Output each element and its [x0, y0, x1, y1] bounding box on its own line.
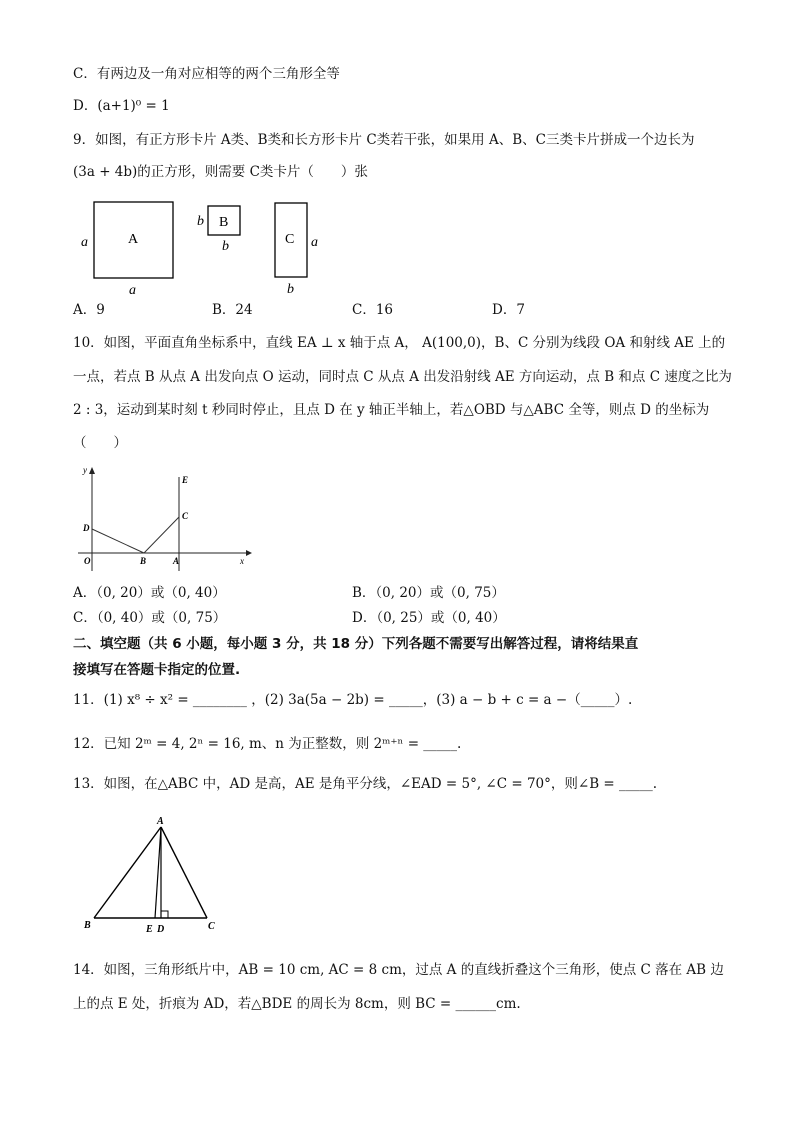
label-e: E — [182, 475, 189, 485]
q9-option-b: B．24 — [212, 302, 253, 318]
q9-cards-figure — [75, 196, 345, 300]
card-c-side-bottom: b — [287, 282, 294, 297]
q10-option-a: A．（0, 20）或（0, 40） — [73, 585, 226, 601]
label-x: x — [240, 556, 244, 566]
q9-option-c: C．16 — [352, 302, 394, 318]
label-y: y — [83, 465, 87, 475]
q10-option-b: B．（0, 20）或（0, 75） — [352, 585, 505, 601]
q8-option-d: D．(a+1)⁰ = 1 — [73, 98, 170, 114]
card-c-label: C — [285, 232, 295, 247]
q10-stem-line3: 2 : 3，运动到某时刻 t 秒同时停止，且点 D 在 y 轴正半轴上，若△OBD 与△ABC 全等，则点 D 的坐标为 — [73, 402, 710, 418]
right-angle-mark — [161, 911, 168, 918]
q8-option-c: C．有两边及一角对应相等的两个三角形全等 — [73, 66, 340, 82]
q12-text: 12．已知 2ᵐ = 4, 2ⁿ = 16, m、n 为正整数，则 2ᵐ⁺ⁿ = _____. — [73, 736, 462, 752]
card-a-side-bottom: a — [129, 283, 136, 298]
q11-text: 11．(1) x⁸ ÷ x² = ________ ，(2) 3a(5a − 2b) = _____，(3) a − b + c = a −（_____）. — [73, 692, 633, 708]
label-b: B — [84, 920, 91, 931]
q10-option-d: D．（0, 25）或（0, 40） — [352, 610, 506, 626]
section2-heading-line2: 接填写在答题卡指定的位置. — [73, 662, 241, 678]
section2-heading-line1: 二、填空题（共 6 小题，每小题 3 分，共 18 分）下列各题不需要写出解答过程，请将结果直 — [73, 636, 639, 652]
label-a: A — [173, 556, 180, 566]
label-e: E — [146, 924, 153, 935]
q10-stem-line4: （ ） — [73, 435, 127, 451]
x-axis-arrow — [246, 550, 252, 556]
card-b-label: B — [219, 215, 229, 230]
label-b: B — [140, 556, 147, 566]
label-d: D — [83, 523, 90, 533]
q9-option-a: A．9 — [73, 302, 105, 318]
card-c-side-right: a — [311, 235, 318, 250]
card-a-label: A — [128, 232, 139, 247]
label-o: O — [84, 556, 91, 566]
q9-stem-line2: (3a + 4b)的正方形，则需要 C类卡片（ ）张 — [73, 164, 368, 180]
side-ac — [161, 827, 207, 918]
segment-bc — [144, 517, 179, 553]
q14-stem-line1: 14．如图，三角形纸片中，AB = 10 cm, AC = 8 cm，过点 A 的直线折叠这个三角形，使点 C 落在 AB 边 — [73, 962, 724, 978]
segment-ae — [155, 827, 161, 918]
q14-stem-line2: 上的点 E 处，折痕为 AD，若△BDE 的周长为 8cm，则 BC = ______cm. — [73, 996, 521, 1012]
y-axis-arrow — [89, 467, 95, 474]
q10-coordinate-figure — [78, 465, 254, 577]
q10-option-c: C．（0, 40）或（0, 75） — [73, 610, 227, 626]
q10-stem-line1: 10．如图，平面直角坐标系中，直线 EA ⊥ x 轴于点 A， A(100,0)，B、C 分别为线段 OA 和射线 AE 上的 — [73, 335, 726, 351]
q9-option-d: D．7 — [492, 302, 525, 318]
side-ab — [94, 827, 161, 918]
segment-db — [92, 529, 144, 553]
card-b-side-left: b — [197, 214, 204, 229]
label-c: C — [208, 921, 215, 932]
q13-text: 13．如图，在△ABC 中，AD 是高，AE 是角平分线，∠EAD = 5°, ∠C = 70°，则∠B = _____. — [73, 776, 658, 792]
q9-stem-line1: 9．如图，有正方形卡片 A类、B类和长方形卡片 C类若干张，如果用 A、B、C三类卡片拼成一个边长为 — [73, 132, 695, 148]
label-d: D — [157, 924, 165, 935]
label-c: C — [182, 511, 189, 521]
card-a-side-left: a — [81, 235, 88, 250]
q10-stem-line2: 一点，若点 B 从点 A 出发向点 O 运动，同时点 C 从点 A 出发沿射线 AE 方向运动，点 B 和点 C 速度之比为 — [73, 369, 732, 385]
label-a: A — [157, 816, 164, 827]
q13-triangle-figure — [80, 812, 230, 936]
card-b-side-bottom: b — [222, 239, 229, 254]
